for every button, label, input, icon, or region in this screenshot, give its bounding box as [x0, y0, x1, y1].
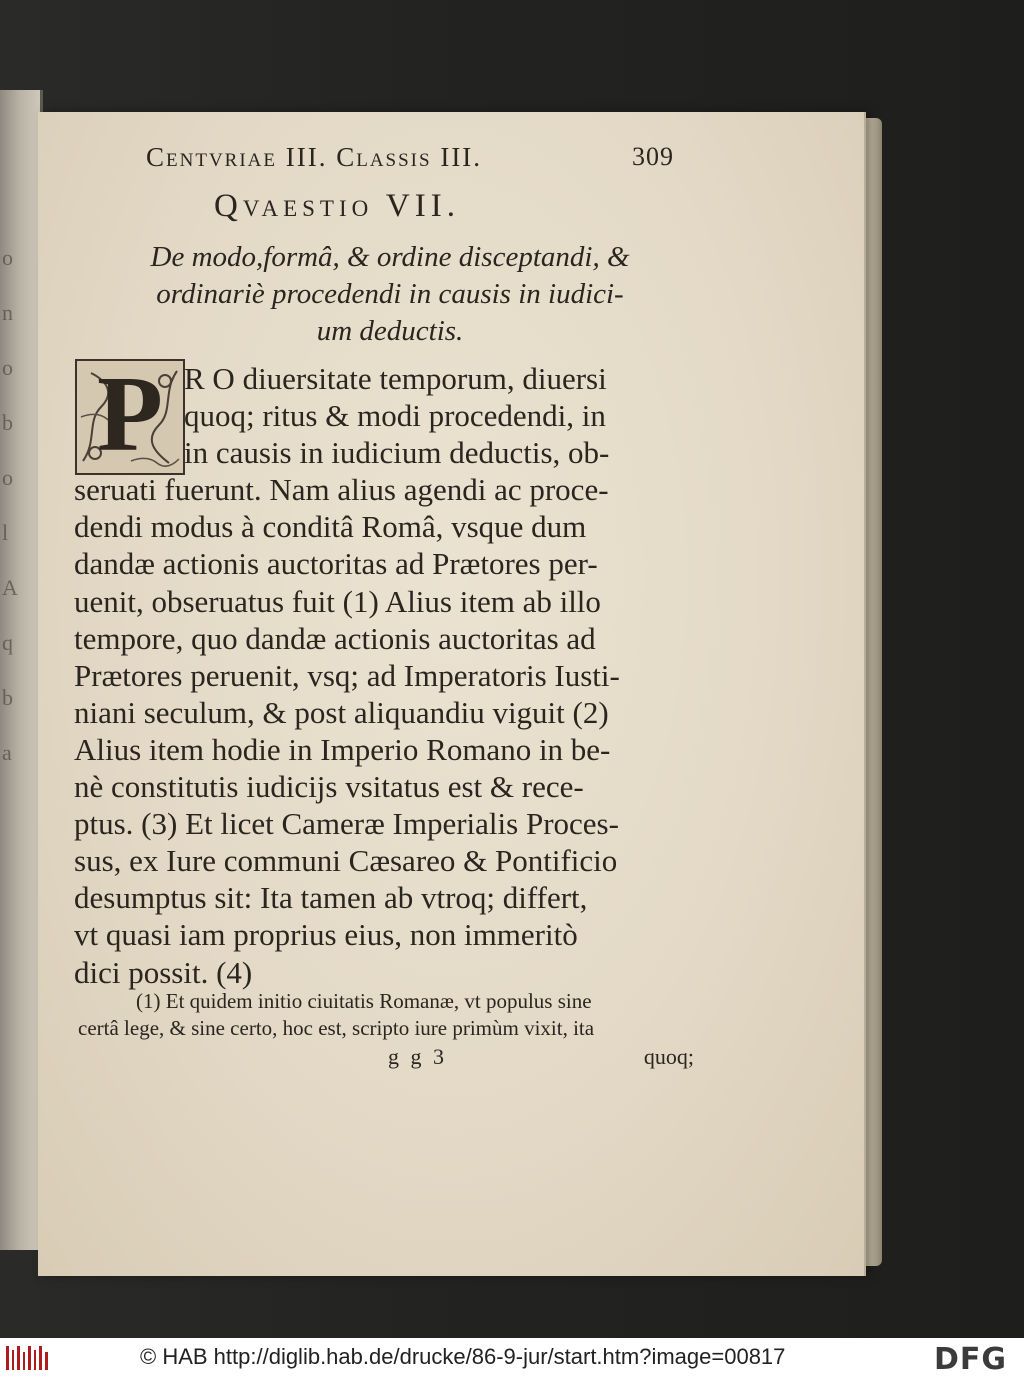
body-line: uenit, obseruatus fuit (1) Alius item ab illo	[74, 583, 601, 619]
facing-glyph: o	[2, 355, 13, 380]
body-line: dendi modus à conditâ Româ, vsque dum	[74, 509, 587, 545]
body-line: Alius item hodie in Imperio Romano in be-	[74, 731, 611, 767]
question-title: Qvaestio VII.	[214, 188, 460, 224]
running-head: Centvriae III. Classis III.	[146, 142, 483, 172]
facing-glyph: q	[2, 630, 13, 655]
subtitle-line: um deductis.	[316, 315, 464, 348]
book-page	[38, 112, 864, 1276]
footnote-line: (1) Et quidem initio ciuitatis Romanæ, vt populus sine	[136, 989, 592, 1013]
facing-page-edge	[0, 90, 43, 1250]
body-line: ptus. (3) Et licet Cameræ Imperialis Proces-	[74, 806, 619, 842]
subtitle-line: ordinariè procedendi in causis in iudici-	[156, 278, 624, 311]
body-line: desumptus sit: Ita tamen ab vtroq; differt,	[74, 880, 588, 916]
question-subtitle	[90, 238, 690, 349]
hab-logo-icon	[6, 1344, 50, 1372]
page-text	[38, 112, 864, 1276]
body-text	[74, 360, 714, 991]
footer-bar	[0, 1338, 1024, 1378]
body-line: seruati fuerunt. Nam alius agendi ac proce-	[74, 472, 609, 508]
facing-glyph: n	[2, 300, 13, 325]
subtitle-line: De modo,formâ, & ordine disceptandi, &	[150, 241, 630, 273]
footnotes	[78, 988, 718, 1042]
initial-letter: P	[97, 355, 163, 474]
body-line: dandæ actionis auctoritas ad Prætores per-	[74, 546, 598, 582]
facing-page-text	[2, 230, 36, 780]
body-line: R O diuersitate temporum, diuersi	[184, 361, 607, 396]
catchword: quoq;	[643, 1044, 694, 1069]
facing-glyph: a	[2, 740, 12, 765]
body-line: vt quasi iam proprius eius, non immeritò	[74, 917, 578, 953]
body-line: Prætores peruenit, vsq; ad Imperatoris Iusti-	[74, 657, 620, 693]
facing-glyph: o	[2, 245, 13, 270]
facing-glyph: A	[2, 575, 18, 600]
facing-glyph: l	[2, 520, 9, 545]
citation-link[interactable]: © HAB http://diglib.hab.de/drucke/86-9-jur/start.htm?image=00817	[140, 1344, 786, 1369]
body-line: nè constitutis iudicijs vsitatus est & rece-	[74, 769, 584, 805]
dfg-logo: DFG	[934, 1342, 1008, 1377]
footnote-line: certâ lege, & sine certo, hoc est, scripto iure primùm vixit, ita	[78, 1016, 595, 1040]
facing-glyph: b	[2, 410, 13, 435]
body-line: dici possit. (4)	[74, 954, 253, 990]
body-line: in causis in iudicium deductis, ob-	[184, 435, 610, 471]
signature-row	[78, 1044, 694, 1074]
signature-mark: g g 3	[388, 1044, 447, 1069]
facing-glyph: o	[2, 465, 13, 490]
body-line: sus, ex Iure communi Cæsareo & Pontificio	[74, 843, 618, 879]
body-line: tempore, quo dandæ actionis auctoritas ad	[74, 620, 596, 656]
body-line: quoq; ritus & modi procedendi, in	[184, 398, 606, 434]
facing-glyph: b	[2, 685, 13, 710]
page-number: 309	[632, 142, 674, 171]
body-line: niani seculum, & post aliquandiu viguit (2)	[74, 694, 609, 730]
